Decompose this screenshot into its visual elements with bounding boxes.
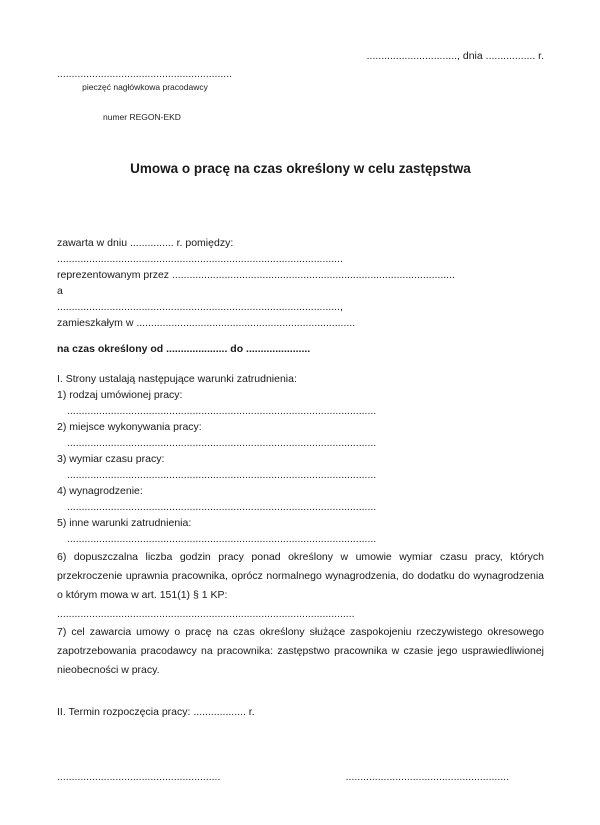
fixed-term-period-line: na czas określony od ..................... do ...................... [57, 343, 311, 355]
overtime-limit-fill-line: ...................................................................................................... [57, 608, 355, 620]
work-place-fill-line: .......................................................................................................... [67, 437, 377, 449]
contract-intro-block [57, 235, 544, 331]
work-type-item-label: 1) rodzaj umówionej pracy: [57, 389, 183, 401]
working-time-item-label: 3) wymiar czasu pracy: [57, 453, 165, 465]
employer-signature-line: ........................................................ [57, 771, 221, 783]
contract-purpose-paragraph: 7) cel zawarcia umowy o pracę na czas określony służące zaspokojeniu rzeczywistego okresowego zapotrzebowania pracodawcy na pracownika: zastępstwo pracownika w czasie jego usprawiedliwionej nieobecności w pracy. [57, 626, 544, 676]
place-and-date-line: ..............................., dnia ................. r. [366, 50, 544, 62]
working-time-fill-line: .......................................................................................................... [67, 469, 377, 481]
employment-conditions-list [57, 387, 544, 547]
document-title: Umowa o pracę na czas określony w celu zastępstwa [130, 161, 471, 176]
residence-line: zamieszkałym w ........................................................................... [57, 317, 356, 329]
remuneration-item-label: 4) wynagrodzenie: [57, 485, 143, 497]
other-conditions-item-label: 5) inne warunki zatrudnienia: [57, 517, 192, 529]
section-2-start-date-line: II. Termin rozpoczęcia pracy: .................. r. [57, 706, 255, 718]
work-place-item-label: 2) miejsce wykonywania pracy: [57, 421, 202, 433]
other-conditions-fill-line: .......................................................................................................... [67, 533, 377, 545]
employee-signature-line: ........................................................ [345, 771, 509, 783]
and-separator: a [57, 285, 63, 297]
employee-name-fill-line: ................................................................................................., [57, 301, 343, 313]
conclusion-date-line: zawarta w dniu ............... r. pomiędzy: [57, 237, 234, 249]
remuneration-fill-line: .......................................................................................................... [67, 501, 377, 513]
regon-number-label: numer REGON-EKD [103, 112, 181, 122]
employer-name-fill-line: .................................................................................................. [57, 253, 343, 265]
employer-stamp-caption: pieczęć nagłówkowa pracodawcy [82, 82, 208, 92]
section-1-heading: I. Strony ustalają następujące warunki zatrudnienia: [57, 373, 297, 385]
work-type-fill-line: .......................................................................................................... [67, 405, 377, 417]
signature-area [57, 770, 544, 784]
overtime-limit-paragraph: 6) dopuszczalna liczba godzin pracy ponad określony w umowie wymiar czasu pracy, których przekroczenie uprawnia pracownika, oprócz normalnego wynagrodzenia, do dodatku do wynagrodzenia o którym mowa w art. 151(1) § 1 KP: [57, 551, 544, 601]
employer-stamp-line: ............................................................ [57, 68, 233, 80]
represented-by-line: reprezentowanym przez ................................................................................................. [57, 269, 455, 281]
